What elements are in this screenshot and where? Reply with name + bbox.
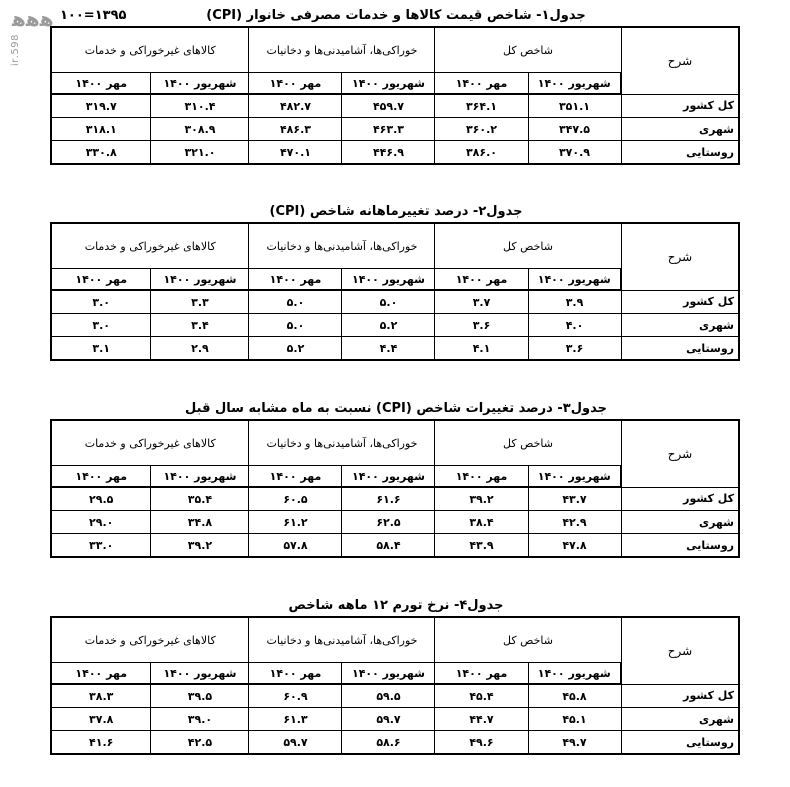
value-cell: ۴۷.۸ xyxy=(528,534,621,558)
month-header: شهریور ۱۴۰۰ xyxy=(342,269,435,291)
logo-mark: ﻫﻫﻫ xyxy=(12,7,54,31)
column-group-header: خوراکی‌ها، آشامیدنی‌ها و دخانیات xyxy=(249,420,435,466)
base-year-label: ۱۰۰=۱۳۹۵ xyxy=(60,8,127,23)
row-label: شهری xyxy=(621,314,739,337)
column-group-header: کالاهای غیرخوراکی و خدمات xyxy=(51,223,249,269)
column-group-header: کالاهای غیرخوراکی و خدمات xyxy=(51,617,249,663)
row-label: کل کشور xyxy=(621,94,739,118)
value-cell: ۳۷۰.۹ xyxy=(528,141,621,165)
month-header: شهریور ۱۴۰۰ xyxy=(528,73,621,95)
value-cell: ۴۵۹.۷ xyxy=(342,94,435,118)
table-section-1 xyxy=(52,6,740,165)
value-cell: ۴۴.۷ xyxy=(435,708,528,731)
month-header: مهر ۱۴۰۰ xyxy=(51,73,151,95)
month-header: شهریور ۱۴۰۰ xyxy=(151,269,249,291)
value-cell: ۳۹.۲ xyxy=(435,487,528,511)
table-row xyxy=(51,94,739,118)
value-cell: ۴۸۲.۷ xyxy=(249,94,342,118)
value-cell: ۵.۲ xyxy=(249,337,342,361)
value-cell: ۶۲.۵ xyxy=(342,511,435,534)
value-cell: ۳۵۱.۱ xyxy=(528,94,621,118)
value-cell: ۴۴۶.۹ xyxy=(342,141,435,165)
row-label: روستایی xyxy=(621,534,739,558)
month-header: مهر ۱۴۰۰ xyxy=(51,466,151,488)
table-row xyxy=(51,731,739,755)
month-header: شهریور ۱۴۰۰ xyxy=(151,466,249,488)
table-row xyxy=(51,708,739,731)
value-cell: ۳۹.۰ xyxy=(151,708,249,731)
table-caption-text: جدول۴- نرخ تورم ۱۲ ماهه شاخص xyxy=(288,598,504,613)
value-cell: ۴۹.۶ xyxy=(435,731,528,755)
column-group-header: شاخص کل xyxy=(435,617,621,663)
value-cell: ۴۳.۹ xyxy=(435,534,528,558)
column-group-header: کالاهای غیرخوراکی و خدمات xyxy=(51,420,249,466)
row-header-cell: شرح xyxy=(621,617,739,684)
row-label: روستایی xyxy=(621,731,739,755)
row-header-cell: شرح xyxy=(621,223,739,290)
table-row xyxy=(51,141,739,165)
table-caption xyxy=(52,202,740,222)
value-cell: ۳.۳ xyxy=(151,290,249,314)
table-caption-text: جدول۱- شاخص قیمت کالاها و خدمات مصرفی خانوار (CPI) xyxy=(206,8,586,23)
value-cell: ۵۹.۷ xyxy=(342,708,435,731)
value-cell: ۲.۹ xyxy=(151,337,249,361)
row-label: شهری xyxy=(621,118,739,141)
column-group-header: شاخص کل xyxy=(435,420,621,466)
value-cell: ۳.۱ xyxy=(51,337,151,361)
value-cell: ۳۴۷.۵ xyxy=(528,118,621,141)
value-cell: ۵۷.۸ xyxy=(249,534,342,558)
value-cell: ۳۹.۵ xyxy=(151,684,249,708)
month-header: مهر ۱۴۰۰ xyxy=(249,73,342,95)
value-cell: ۵.۰ xyxy=(249,290,342,314)
month-header: مهر ۱۴۰۰ xyxy=(435,73,528,95)
column-group-header: خوراکی‌ها، آشامیدنی‌ها و دخانیات xyxy=(249,223,435,269)
table-row xyxy=(51,290,739,314)
value-cell: ۳۳.۰ xyxy=(51,534,151,558)
table-row xyxy=(51,337,739,361)
value-cell: ۳.۰ xyxy=(51,290,151,314)
value-cell: ۵۸.۶ xyxy=(342,731,435,755)
month-header: مهر ۱۴۰۰ xyxy=(249,466,342,488)
month-header: شهریور ۱۴۰۰ xyxy=(528,466,621,488)
value-cell: ۲۹.۰ xyxy=(51,511,151,534)
value-cell: ۳.۰ xyxy=(51,314,151,337)
value-cell: ۵.۲ xyxy=(342,314,435,337)
value-cell: ۳۱۸.۱ xyxy=(51,118,151,141)
month-header: مهر ۱۴۰۰ xyxy=(435,269,528,291)
value-cell: ۳۸.۳ xyxy=(51,684,151,708)
row-label: شهری xyxy=(621,511,739,534)
value-cell: ۴.۴ xyxy=(342,337,435,361)
value-cell: ۶۱.۶ xyxy=(342,487,435,511)
cpi-table xyxy=(50,419,740,558)
value-cell: ۳۱۰.۴ xyxy=(151,94,249,118)
table-caption xyxy=(52,399,740,419)
value-cell: ۴.۰ xyxy=(528,314,621,337)
table-row xyxy=(51,511,739,534)
column-group-header: خوراکی‌ها، آشامیدنی‌ها و دخانیات xyxy=(249,617,435,663)
month-header: مهر ۱۴۰۰ xyxy=(435,663,528,685)
value-cell: ۴۵.۴ xyxy=(435,684,528,708)
table-section-4 xyxy=(52,596,740,755)
value-cell: ۶۰.۹ xyxy=(249,684,342,708)
value-cell: ۴۹.۷ xyxy=(528,731,621,755)
value-cell: ۳۳۰.۸ xyxy=(51,141,151,165)
table-row xyxy=(51,684,739,708)
table-caption xyxy=(52,596,740,616)
month-header: مهر ۱۴۰۰ xyxy=(249,269,342,291)
value-cell: ۴۳.۷ xyxy=(528,487,621,511)
value-cell: ۵.۰ xyxy=(342,290,435,314)
row-label: کل کشور xyxy=(621,684,739,708)
value-cell: ۳۵.۴ xyxy=(151,487,249,511)
value-cell: ۵۹.۵ xyxy=(342,684,435,708)
cpi-table xyxy=(50,616,740,755)
value-cell: ۳.۶ xyxy=(528,337,621,361)
row-label: روستایی xyxy=(621,141,739,165)
row-label: کل کشور xyxy=(621,487,739,511)
value-cell: ۳۶۴.۱ xyxy=(435,94,528,118)
value-cell: ۲۹.۵ xyxy=(51,487,151,511)
value-cell: ۵۹.۷ xyxy=(249,731,342,755)
column-group-header: کالاهای غیرخوراکی و خدمات xyxy=(51,27,249,73)
table-row xyxy=(51,487,739,511)
table-caption-text: جدول۲- درصد تغییرماهانه شاخص (CPI) xyxy=(269,204,523,219)
cpi-table xyxy=(50,222,740,361)
month-header: شهریور ۱۴۰۰ xyxy=(528,269,621,291)
row-label: روستایی xyxy=(621,337,739,361)
table-row xyxy=(51,118,739,141)
column-group-header: خوراکی‌ها، آشامیدنی‌ها و دخانیات xyxy=(249,27,435,73)
row-label: شهری xyxy=(621,708,739,731)
value-cell: ۴۲.۹ xyxy=(528,511,621,534)
value-cell: ۳.۷ xyxy=(435,290,528,314)
value-cell: ۳۸۶.۰ xyxy=(435,141,528,165)
value-cell: ۳۹.۲ xyxy=(151,534,249,558)
value-cell: ۳۱۹.۷ xyxy=(51,94,151,118)
column-group-header: شاخص کل xyxy=(435,27,621,73)
month-header: شهریور ۱۴۰۰ xyxy=(342,466,435,488)
table-section-2 xyxy=(52,202,740,361)
value-cell: ۳.۹ xyxy=(528,290,621,314)
column-group-header: شاخص کل xyxy=(435,223,621,269)
value-cell: ۴۵.۱ xyxy=(528,708,621,731)
value-cell: ۳۴.۸ xyxy=(151,511,249,534)
value-cell: ۴۶۳.۳ xyxy=(342,118,435,141)
table-caption xyxy=(52,6,740,26)
site-url: 598.ir xyxy=(10,34,21,67)
month-header: شهریور ۱۴۰۰ xyxy=(342,73,435,95)
site-logo xyxy=(12,8,52,30)
month-header: مهر ۱۴۰۰ xyxy=(249,663,342,685)
value-cell: ۶۰.۵ xyxy=(249,487,342,511)
value-cell: ۳.۶ xyxy=(435,314,528,337)
value-cell: ۳۰۸.۹ xyxy=(151,118,249,141)
month-header: مهر ۱۴۰۰ xyxy=(435,466,528,488)
month-header: مهر ۱۴۰۰ xyxy=(51,269,151,291)
value-cell: ۶۱.۳ xyxy=(249,708,342,731)
value-cell: ۴.۱ xyxy=(435,337,528,361)
table-section-3 xyxy=(52,399,740,558)
value-cell: ۳۲۱.۰ xyxy=(151,141,249,165)
row-header-cell: شرح xyxy=(621,420,739,487)
value-cell: ۴۲.۵ xyxy=(151,731,249,755)
month-header: مهر ۱۴۰۰ xyxy=(51,663,151,685)
value-cell: ۴۷۰.۱ xyxy=(249,141,342,165)
month-header: شهریور ۱۴۰۰ xyxy=(151,663,249,685)
row-header-cell: شرح xyxy=(621,27,739,94)
value-cell: ۳۸.۴ xyxy=(435,511,528,534)
value-cell: ۴۵.۸ xyxy=(528,684,621,708)
value-cell: ۵۸.۴ xyxy=(342,534,435,558)
month-header: شهریور ۱۴۰۰ xyxy=(528,663,621,685)
month-header: شهریور ۱۴۰۰ xyxy=(151,73,249,95)
value-cell: ۳۶۰.۲ xyxy=(435,118,528,141)
value-cell: ۵.۰ xyxy=(249,314,342,337)
value-cell: ۴۱.۶ xyxy=(51,731,151,755)
table-row xyxy=(51,314,739,337)
value-cell: ۳.۴ xyxy=(151,314,249,337)
row-label: کل کشور xyxy=(621,290,739,314)
month-header: شهریور ۱۴۰۰ xyxy=(342,663,435,685)
value-cell: ۳۷.۸ xyxy=(51,708,151,731)
table-row xyxy=(51,534,739,558)
cpi-table xyxy=(50,26,740,165)
table-caption-text: جدول۳- درصد تغییرات شاخص (CPI) نسبت به ماه مشابه سال قبل xyxy=(185,401,607,416)
value-cell: ۴۸۶.۳ xyxy=(249,118,342,141)
value-cell: ۶۱.۲ xyxy=(249,511,342,534)
